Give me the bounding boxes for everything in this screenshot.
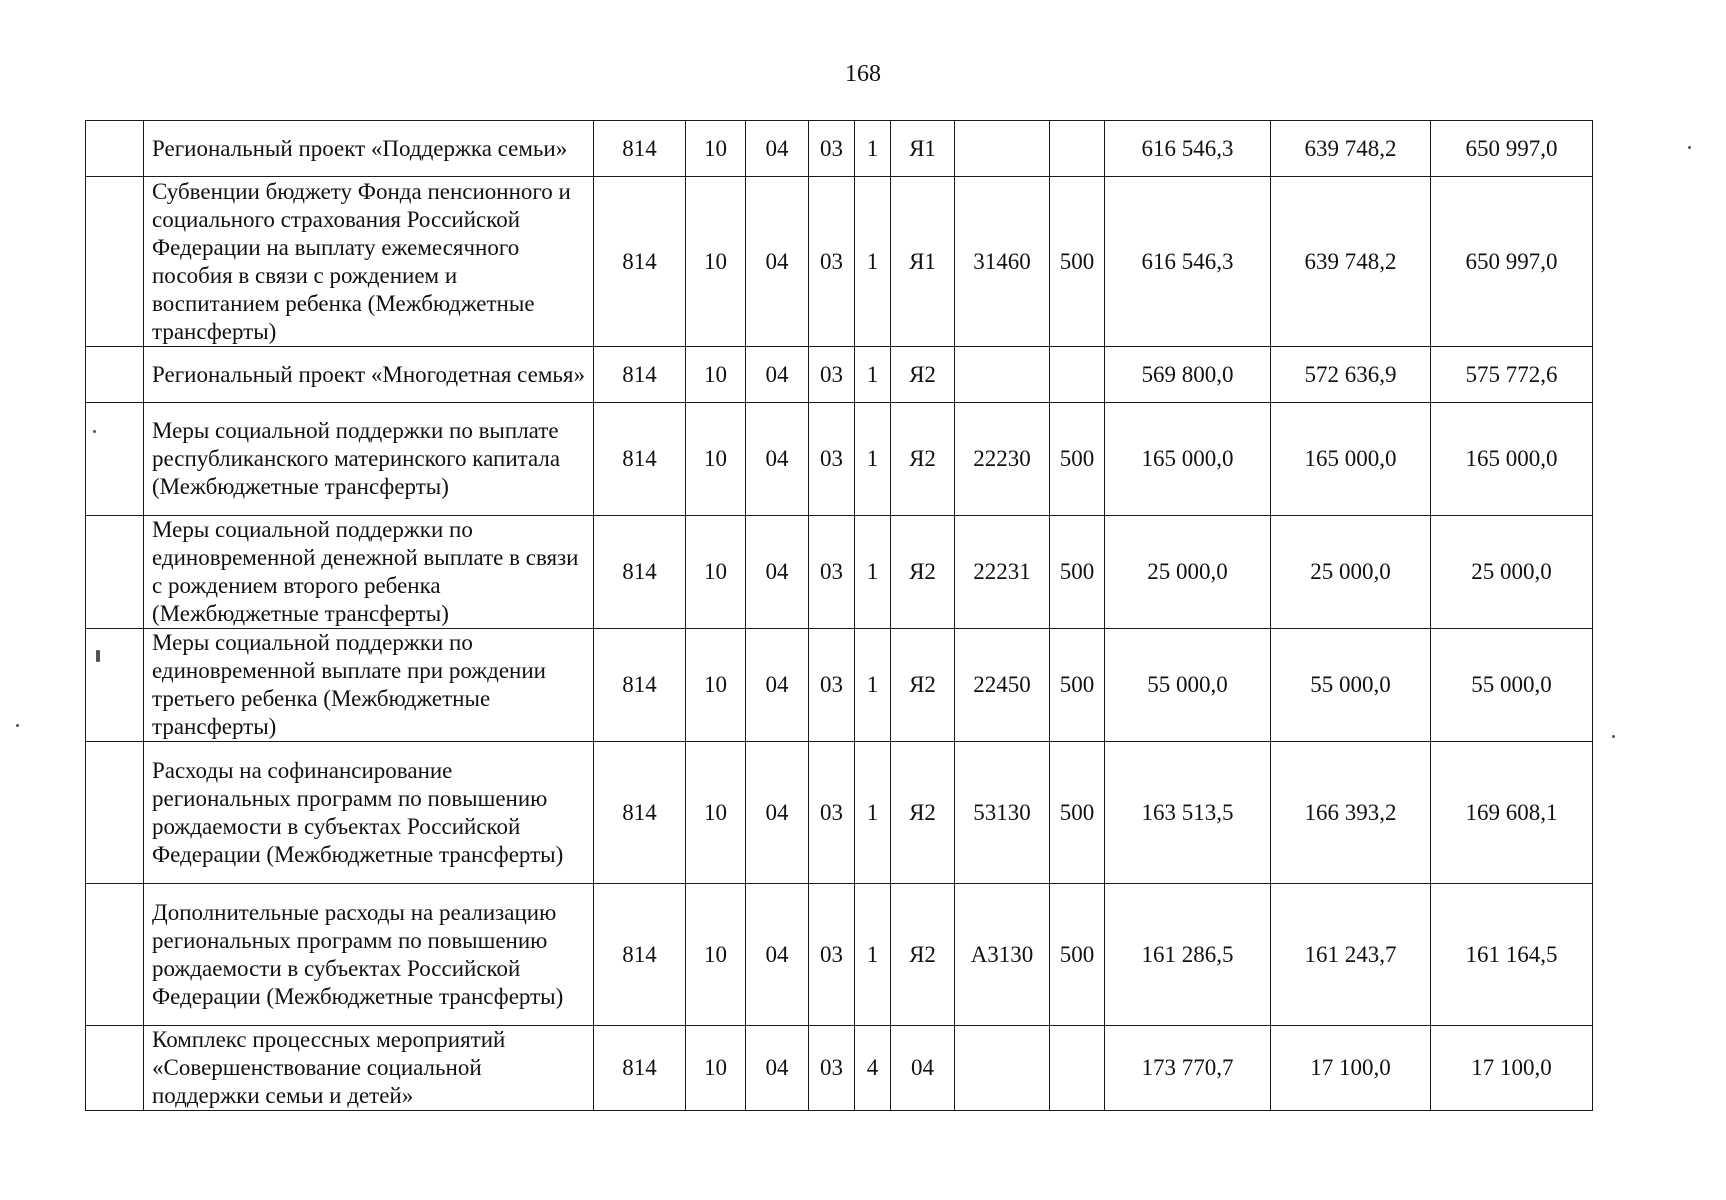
event-code-cell: Я2: [891, 403, 955, 516]
program-code-cell: 03: [809, 347, 855, 403]
program-code-cell: 03: [809, 177, 855, 347]
type-code-cell: 1: [855, 629, 891, 742]
amount-year-2-cell: 639 748,2: [1271, 121, 1431, 177]
ministry-code-cell: 814: [594, 1026, 686, 1111]
amount-year-1-cell: 165 000,0: [1105, 403, 1271, 516]
ministry-code-cell: 814: [594, 121, 686, 177]
table-row: [86, 629, 1593, 742]
expense-type-cell: [1050, 121, 1105, 177]
amount-year-3-cell: 575 772,6: [1431, 347, 1593, 403]
amount-year-1-cell: 616 546,3: [1105, 177, 1271, 347]
amount-year-2-cell: 639 748,2: [1271, 177, 1431, 347]
amount-year-3-cell: 650 997,0: [1431, 121, 1593, 177]
amount-year-1-cell: 25 000,0: [1105, 516, 1271, 629]
event-code-cell: Я2: [891, 629, 955, 742]
event-code-cell: Я2: [891, 347, 955, 403]
subsection-code-cell: 04: [746, 177, 809, 347]
program-code-cell: 03: [809, 121, 855, 177]
table-row: [86, 177, 1593, 347]
section-code-cell: 10: [686, 403, 746, 516]
subsection-code-cell: 04: [746, 347, 809, 403]
table-row: [86, 1026, 1593, 1111]
ministry-code-cell: 814: [594, 742, 686, 884]
row-number-cell: [86, 516, 144, 629]
scan-speck: [96, 650, 100, 662]
row-number-cell: [86, 347, 144, 403]
amount-year-3-cell: 161 164,5: [1431, 884, 1593, 1026]
item-name-cell: Меры социальной поддержки по единовременной выплате при рождении третьего ребенка (Межбюджетные трансферты): [144, 629, 594, 742]
direction-code-cell: 22450: [955, 629, 1050, 742]
section-code-cell: 10: [686, 516, 746, 629]
budget-table: [85, 120, 1593, 1111]
expense-type-cell: 500: [1050, 884, 1105, 1026]
type-code-cell: 1: [855, 742, 891, 884]
scan-speck: [1612, 735, 1615, 738]
amount-year-1-cell: 161 286,5: [1105, 884, 1271, 1026]
direction-code-cell: 53130: [955, 742, 1050, 884]
direction-code-cell: 22230: [955, 403, 1050, 516]
type-code-cell: 4: [855, 1026, 891, 1111]
row-number-cell: [86, 884, 144, 1026]
event-code-cell: Я1: [891, 121, 955, 177]
section-code-cell: 10: [686, 629, 746, 742]
expense-type-cell: 500: [1050, 177, 1105, 347]
amount-year-1-cell: 616 546,3: [1105, 121, 1271, 177]
type-code-cell: 1: [855, 516, 891, 629]
section-code-cell: 10: [686, 884, 746, 1026]
direction-code-cell: [955, 347, 1050, 403]
section-code-cell: 10: [686, 177, 746, 347]
amount-year-3-cell: 17 100,0: [1431, 1026, 1593, 1111]
amount-year-2-cell: 25 000,0: [1271, 516, 1431, 629]
amount-year-2-cell: 166 393,2: [1271, 742, 1431, 884]
table-row: [86, 121, 1593, 177]
row-number-cell: [86, 742, 144, 884]
row-number-cell: [86, 1026, 144, 1111]
ministry-code-cell: 814: [594, 629, 686, 742]
event-code-cell: Я2: [891, 516, 955, 629]
event-code-cell: 04: [891, 1026, 955, 1111]
ministry-code-cell: 814: [594, 347, 686, 403]
amount-year-2-cell: 165 000,0: [1271, 403, 1431, 516]
type-code-cell: 1: [855, 177, 891, 347]
table-row: [86, 884, 1593, 1026]
subsection-code-cell: 04: [746, 884, 809, 1026]
scan-speck: [93, 430, 96, 433]
scan-speck: [16, 724, 19, 727]
subsection-code-cell: 04: [746, 516, 809, 629]
amount-year-3-cell: 55 000,0: [1431, 629, 1593, 742]
subsection-code-cell: 04: [746, 629, 809, 742]
item-name-cell: Меры социальной поддержки по единовременной денежной выплате в связи с рождением второго ребенка (Межбюджетные трансферты): [144, 516, 594, 629]
program-code-cell: 03: [809, 1026, 855, 1111]
expense-type-cell: 500: [1050, 742, 1105, 884]
item-name-cell: Комплекс процессных мероприятий «Совершенствование социальной поддержки семьи и детей»: [144, 1026, 594, 1111]
amount-year-2-cell: 17 100,0: [1271, 1026, 1431, 1111]
page-number: 168: [845, 61, 881, 87]
expense-type-cell: 500: [1050, 516, 1105, 629]
item-name-cell: Дополнительные расходы на реализацию региональных программ по повышению рождаемости в субъектах Российской Федерации (Межбюджетные трансферты): [144, 884, 594, 1026]
expense-type-cell: [1050, 1026, 1105, 1111]
expense-type-cell: [1050, 347, 1105, 403]
section-code-cell: 10: [686, 121, 746, 177]
item-name-cell: Меры социальной поддержки по выплате республиканского материнского капитала (Межбюджетные трансферты): [144, 403, 594, 516]
row-number-cell: [86, 121, 144, 177]
event-code-cell: Я2: [891, 742, 955, 884]
subsection-code-cell: 04: [746, 121, 809, 177]
section-code-cell: 10: [686, 1026, 746, 1111]
ministry-code-cell: 814: [594, 403, 686, 516]
subsection-code-cell: 04: [746, 742, 809, 884]
direction-code-cell: [955, 121, 1050, 177]
amount-year-2-cell: 55 000,0: [1271, 629, 1431, 742]
section-code-cell: 10: [686, 742, 746, 884]
type-code-cell: 1: [855, 884, 891, 1026]
amount-year-2-cell: 572 636,9: [1271, 347, 1431, 403]
scan-speck: [1688, 146, 1691, 149]
ministry-code-cell: 814: [594, 516, 686, 629]
amount-year-1-cell: 55 000,0: [1105, 629, 1271, 742]
ministry-code-cell: 814: [594, 177, 686, 347]
type-code-cell: 1: [855, 403, 891, 516]
table-row: [86, 347, 1593, 403]
direction-code-cell: [955, 1026, 1050, 1111]
expense-type-cell: 500: [1050, 629, 1105, 742]
direction-code-cell: 22231: [955, 516, 1050, 629]
amount-year-2-cell: 161 243,7: [1271, 884, 1431, 1026]
amount-year-3-cell: 169 608,1: [1431, 742, 1593, 884]
type-code-cell: 1: [855, 121, 891, 177]
direction-code-cell: А3130: [955, 884, 1050, 1026]
subsection-code-cell: 04: [746, 1026, 809, 1111]
row-number-cell: [86, 403, 144, 516]
item-name-cell: Региональный проект «Поддержка семьи»: [144, 121, 594, 177]
direction-code-cell: 31460: [955, 177, 1050, 347]
row-number-cell: [86, 629, 144, 742]
item-name-cell: Субвенции бюджету Фонда пенсионного и социального страхования Российской Федерации на выплату ежемесячного пособия в связи с рождением и воспитанием ребенка (Межбюджетные трансферты): [144, 177, 594, 347]
program-code-cell: 03: [809, 629, 855, 742]
event-code-cell: Я2: [891, 884, 955, 1026]
amount-year-3-cell: 650 997,0: [1431, 177, 1593, 347]
amount-year-1-cell: 163 513,5: [1105, 742, 1271, 884]
item-name-cell: Региональный проект «Многодетная семья»: [144, 347, 594, 403]
program-code-cell: 03: [809, 742, 855, 884]
table-row: [86, 516, 1593, 629]
event-code-cell: Я1: [891, 177, 955, 347]
subsection-code-cell: 04: [746, 403, 809, 516]
row-number-cell: [86, 177, 144, 347]
program-code-cell: 03: [809, 516, 855, 629]
expense-type-cell: 500: [1050, 403, 1105, 516]
program-code-cell: 03: [809, 884, 855, 1026]
ministry-code-cell: 814: [594, 884, 686, 1026]
amount-year-3-cell: 25 000,0: [1431, 516, 1593, 629]
amount-year-3-cell: 165 000,0: [1431, 403, 1593, 516]
table-row: [86, 742, 1593, 884]
section-code-cell: 10: [686, 347, 746, 403]
program-code-cell: 03: [809, 403, 855, 516]
amount-year-1-cell: 569 800,0: [1105, 347, 1271, 403]
item-name-cell: Расходы на софинансирование региональных программ по повышению рождаемости в субъектах Российской Федерации (Межбюджетные трансферты): [144, 742, 594, 884]
amount-year-1-cell: 173 770,7: [1105, 1026, 1271, 1111]
type-code-cell: 1: [855, 347, 891, 403]
table-row: [86, 403, 1593, 516]
